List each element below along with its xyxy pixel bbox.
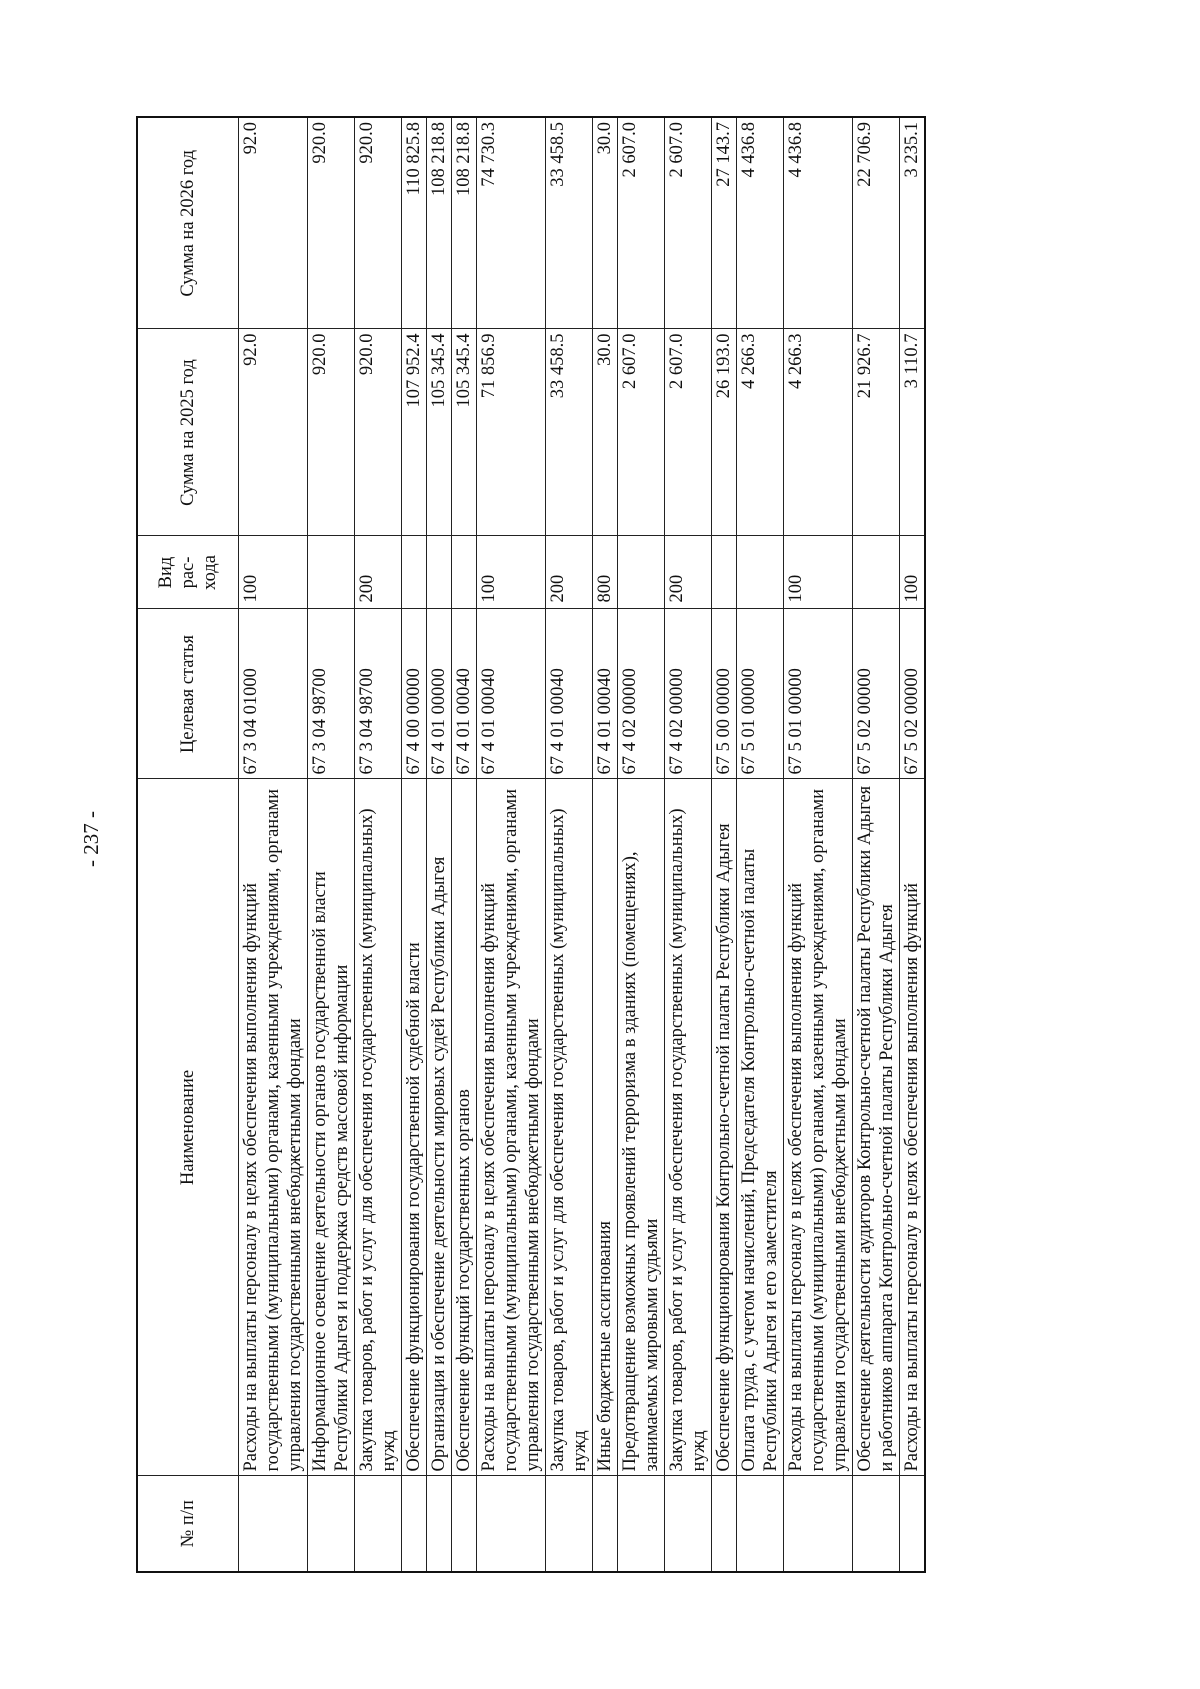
row-name: Организация и обеспечение деятельности мировых судей Республики Адыгея	[427, 779, 452, 1476]
row-expense-kind	[737, 536, 784, 609]
row-name: Обеспечение функционирования Контрольно-счетной палаты Республики Адыгея	[712, 779, 737, 1476]
row-name: Предотвращение возможных проявлений терроризма в зданиях (помещениях), занимаемых мировыми судьями	[618, 779, 665, 1476]
row-expense-kind: 800	[593, 536, 618, 609]
row-sum-2026: 92.0	[239, 117, 308, 329]
row-number	[618, 1476, 665, 1572]
row-target-article: 67 4 01 00000	[427, 609, 452, 779]
row-target-article: 67 4 01 00040	[452, 609, 477, 779]
row-name: Обеспечение деятельности аудиторов Контрольно-счетной палаты Республики Адыгея и работников аппарата Контрольно-счетной палаты Республики Адыгея	[853, 779, 900, 1476]
row-expense-kind: 200	[665, 536, 712, 609]
row-name: Закупка товаров, работ и услуг для обеспечения государственных (муниципальных) нужд	[355, 779, 402, 1476]
row-target-article: 67 5 02 00000	[900, 609, 926, 779]
header-number: № п/п	[137, 1476, 239, 1572]
row-number	[452, 1476, 477, 1572]
row-sum-2026: 920.0	[355, 117, 402, 329]
row-number	[355, 1476, 402, 1572]
row-number	[737, 1476, 784, 1572]
row-sum-2025: 920.0	[355, 329, 402, 536]
row-name: Оплата труда, с учетом начислений, Председателя Контрольно-счетной палаты Республики Адыгея и его заместителя	[737, 779, 784, 1476]
row-sum-2025: 4 266.3	[737, 329, 784, 536]
table-row	[618, 117, 665, 1572]
row-number	[853, 1476, 900, 1572]
row-name: Расходы на выплаты персоналу в целях обеспечения выполнения функций государственными (муниципальными) органами, казенными учреждениями, органами управления государственными внебюджетными фондами	[477, 779, 546, 1476]
row-name: Закупка товаров, работ и услуг для обеспечения государственных (муниципальных) нужд	[546, 779, 593, 1476]
row-sum-2026: 920.0	[308, 117, 355, 329]
row-target-article: 67 3 04 01000	[239, 609, 308, 779]
row-sum-2025: 21 926.7	[853, 329, 900, 536]
row-name: Расходы на выплаты персоналу в целях обеспечения выполнения функций государственными (муниципальными) органами, казенными учреждениями, органами управления государственными внебюджетными фондами	[239, 779, 308, 1476]
row-sum-2025: 30.0	[593, 329, 618, 536]
row-sum-2025: 26 193.0	[712, 329, 737, 536]
row-number	[477, 1476, 546, 1572]
header-sum-2025: Сумма на 2025 год	[137, 329, 239, 536]
row-sum-2026: 30.0	[593, 117, 618, 329]
row-expense-kind: 100	[784, 536, 853, 609]
row-sum-2026: 74 730.3	[477, 117, 546, 329]
row-sum-2025: 2 607.0	[618, 329, 665, 536]
row-sum-2026: 110 825.8	[402, 117, 427, 329]
row-target-article: 67 4 01 00040	[593, 609, 618, 779]
row-target-article: 67 5 02 00000	[853, 609, 900, 779]
row-target-article: 67 4 02 00000	[665, 609, 712, 779]
row-sum-2026: 2 607.0	[665, 117, 712, 329]
row-name: Обеспечение функционирования государственной судебной власти	[402, 779, 427, 1476]
row-expense-kind	[618, 536, 665, 609]
row-sum-2025: 920.0	[308, 329, 355, 536]
table-row	[665, 117, 712, 1572]
row-name: Обеспечение функций государственных органов	[452, 779, 477, 1476]
row-number	[593, 1476, 618, 1572]
row-expense-kind	[308, 536, 355, 609]
row-name: Расходы на выплаты персоналу в целях обеспечения выполнения функций	[900, 779, 926, 1476]
row-sum-2025: 71 856.9	[477, 329, 546, 536]
row-expense-kind	[452, 536, 477, 609]
row-sum-2025: 33 458.5	[546, 329, 593, 536]
page-number: - 237 -	[79, 811, 103, 867]
table-row	[593, 117, 618, 1572]
row-target-article: 67 5 00 00000	[712, 609, 737, 779]
row-name: Расходы на выплаты персоналу в целях обеспечения выполнения функций государственными (муниципальными) органами, казенными учреждениями, органами управления государственными внебюджетными фондами	[784, 779, 853, 1476]
table-row	[546, 117, 593, 1572]
budget-table	[136, 116, 926, 1573]
row-target-article: 67 4 01 00040	[477, 609, 546, 779]
row-expense-kind: 200	[546, 536, 593, 609]
row-expense-kind: 200	[355, 536, 402, 609]
row-expense-kind: 100	[477, 536, 546, 609]
row-expense-kind	[853, 536, 900, 609]
header-name: Наименование	[137, 779, 239, 1476]
row-sum-2025: 4 266.3	[784, 329, 853, 536]
row-target-article: 67 5 01 00000	[784, 609, 853, 779]
row-number	[402, 1476, 427, 1572]
table-row	[452, 117, 477, 1572]
table-row	[900, 117, 926, 1572]
table-row	[737, 117, 784, 1572]
row-sum-2026: 2 607.0	[618, 117, 665, 329]
row-name: Информационное освещение деятельности органов государственной власти Республики Адыгея и поддержка средств массовой информации	[308, 779, 355, 1476]
row-sum-2026: 4 436.8	[737, 117, 784, 329]
row-sum-2025: 3 110.7	[900, 329, 926, 536]
table-row	[853, 117, 900, 1572]
table-row	[477, 117, 546, 1572]
header-kind: Вид рас- хода	[137, 536, 239, 609]
row-sum-2025: 105 345.4	[452, 329, 477, 536]
row-sum-2025: 107 952.4	[402, 329, 427, 536]
row-sum-2026: 22 706.9	[853, 117, 900, 329]
row-sum-2025: 2 607.0	[665, 329, 712, 536]
row-sum-2026: 4 436.8	[784, 117, 853, 329]
header-sum-2026: Сумма на 2026 год	[137, 117, 239, 329]
row-number	[665, 1476, 712, 1572]
row-name: Закупка товаров, работ и услуг для обеспечения государственных (муниципальных) нужд	[665, 779, 712, 1476]
row-expense-kind: 100	[900, 536, 926, 609]
row-sum-2026: 108 218.8	[427, 117, 452, 329]
row-target-article: 67 3 04 98700	[308, 609, 355, 779]
table-row	[784, 117, 853, 1572]
row-expense-kind	[427, 536, 452, 609]
table-row	[712, 117, 737, 1572]
table-row	[308, 117, 355, 1572]
row-target-article: 67 3 04 98700	[355, 609, 402, 779]
header-target: Целевая статья	[137, 609, 239, 779]
row-name: Иные бюджетные ассигнования	[593, 779, 618, 1476]
row-number	[427, 1476, 452, 1572]
table-row	[239, 117, 308, 1572]
row-sum-2026: 27 143.7	[712, 117, 737, 329]
row-target-article: 67 4 02 00000	[618, 609, 665, 779]
row-sum-2026: 3 235.1	[900, 117, 926, 329]
table-row	[402, 117, 427, 1572]
rotated-table-container	[136, 118, 1061, 1573]
table-header-row	[137, 117, 239, 1572]
row-sum-2025: 92.0	[239, 329, 308, 536]
row-number	[900, 1476, 926, 1572]
row-expense-kind	[402, 536, 427, 609]
table-body	[239, 117, 926, 1572]
row-number	[546, 1476, 593, 1572]
row-expense-kind: 100	[239, 536, 308, 609]
row-sum-2025: 105 345.4	[427, 329, 452, 536]
row-sum-2026: 33 458.5	[546, 117, 593, 329]
row-target-article: 67 4 00 00000	[402, 609, 427, 779]
row-number	[712, 1476, 737, 1572]
row-sum-2026: 108 218.8	[452, 117, 477, 329]
row-target-article: 67 5 01 00000	[737, 609, 784, 779]
row-number	[239, 1476, 308, 1572]
table-row	[427, 117, 452, 1572]
row-expense-kind	[712, 536, 737, 609]
table-row	[355, 117, 402, 1572]
row-target-article: 67 4 01 00040	[546, 609, 593, 779]
row-number	[308, 1476, 355, 1572]
row-number	[784, 1476, 853, 1572]
